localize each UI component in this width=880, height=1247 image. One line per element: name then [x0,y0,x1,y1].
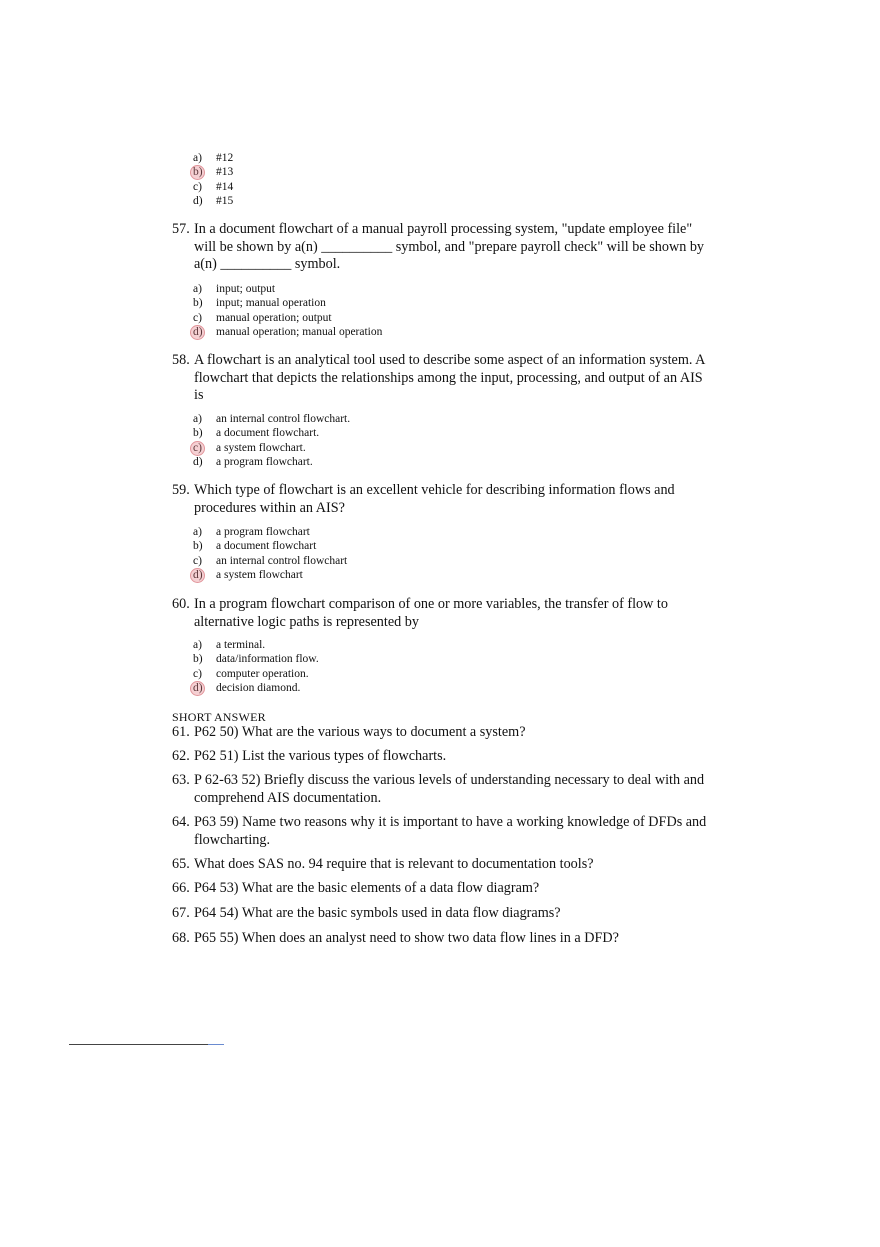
question-text: A flowchart is an analytical tool used to describe some aspect of an information system. A flowchart that depicts the relationships among the input, processing, and output of an AIS is [194,352,705,404]
question-text: In a program flowchart comparison of one or more variables, the transfer of flow to alternative logic paths is represented by [194,596,668,630]
q57-option-a [193,282,382,296]
option-text: data/information flow. [216,653,319,666]
question-text: Which type of flowchart is an excellent vehicle for describing information flows and procedures within an AIS? [194,482,675,516]
question-number: 65. [172,856,190,872]
question-number: 68. [172,930,190,946]
option-text: a program flowchart. [216,456,313,469]
option-text: manual operation; output [216,311,332,324]
q59-option-c [193,554,347,568]
q60-option-a [193,638,319,652]
q56-option-c [193,180,233,194]
option-text: computer operation. [216,667,309,680]
question-number: 60. [172,596,190,612]
q56-option-d [193,194,233,208]
q58-option-a [193,412,350,426]
option-letter: d) [193,456,203,469]
question-text: P65 55) When does an analyst need to show two data flow lines in a DFD? [194,930,619,946]
footnote-separator-tail [208,1044,224,1045]
option-text: input; manual operation [216,297,326,310]
option-letter: b) [193,297,203,310]
option-text: a system flowchart. [216,441,306,454]
option-text: an internal control flowchart [216,554,348,567]
question-text: What does SAS no. 94 require that is relevant to documentation tools? [194,856,594,872]
question-66 [172,880,712,898]
q57-option-c [193,311,382,325]
q57-option-d [193,325,382,339]
q58-options [193,412,350,470]
option-letter: d) [193,681,216,695]
question-65 [172,856,712,874]
q57-options [193,282,382,340]
q58-option-d [193,455,350,469]
question-60 [172,596,712,631]
question-text: P64 53) What are the basic elements of a data flow diagram? [194,880,540,896]
option-letter: a) [193,283,202,295]
q56-option-b [193,165,233,179]
option-letter: b) [193,427,203,440]
q58-option-b [193,426,350,440]
option-text: a terminal. [216,639,266,651]
option-text: #13 [216,166,234,179]
question-67 [172,905,712,923]
option-letter: c) [193,667,202,680]
option-letter: b) [193,653,203,666]
q59-option-a [193,525,347,539]
question-number: 58. [172,352,190,368]
question-text: P63 59) Name two reasons why it is important to have a working knowledge of DFDs and flowcharting. [194,814,707,848]
q60-option-b [193,652,319,666]
question-68 [172,930,712,948]
option-text: decision diamond. [216,682,301,695]
option-letter: c) [193,441,216,455]
q60-option-c [193,667,319,681]
option-text: a document flowchart. [216,427,320,440]
q57-option-b [193,296,382,310]
option-text: #14 [216,180,234,193]
question-57 [172,221,712,274]
option-letter: a) [193,639,202,651]
question-text: P 62-63 52) Briefly discuss the various levels of understanding necessary to deal with and comprehend AIS documentation. [194,772,705,806]
option-letter: a) [193,526,202,538]
q60-option-d [193,681,319,695]
option-letter: d) [193,195,203,208]
question-62 [172,748,712,766]
option-letter: d) [193,325,216,339]
question-61 [172,724,712,742]
q59-options [193,525,347,583]
question-number: 61. [172,724,190,740]
option-letter: c) [193,554,202,567]
footnote-separator [69,1044,224,1045]
question-number: 57. [172,221,190,237]
q56-option-a [193,151,233,165]
option-letter: c) [193,311,202,324]
q59-option-d [193,568,347,582]
question-text: In a document flowchart of a manual payroll processing system, "update employee file" will be shown by a(n) __________ symbol, and "prepare payroll check" will be shown by a(n) __________ symbol. [194,221,705,273]
option-text: a document flowchart [216,540,317,553]
option-letter: b) [193,165,216,179]
question-63 [172,772,712,807]
question-text: P64 54) What are the basic symbols used in data flow diagrams? [194,905,561,921]
question-text: P62 51) List the various types of flowcharts. [194,748,447,764]
question-number: 63. [172,772,190,788]
short-answer-heading: SHORT ANSWER [172,710,266,724]
option-letter: b) [193,540,203,553]
option-text: a system flowchart [216,569,303,582]
option-text: an internal control flowchart. [216,413,351,425]
question-number: 64. [172,814,190,830]
question-58 [172,352,712,405]
q60-options [193,638,319,696]
option-letter: d) [193,568,216,582]
option-letter: a) [193,152,202,164]
option-letter: c) [193,180,202,193]
option-text: #15 [216,195,234,208]
question-text: P62 50) What are the various ways to document a system? [194,724,526,740]
option-text: manual operation; manual operation [216,326,383,339]
option-letter: a) [193,413,202,425]
question-number: 59. [172,482,190,498]
question-59 [172,482,712,517]
option-text: #12 [216,152,234,164]
question-number: 67. [172,905,190,921]
question-64 [172,814,712,849]
option-text: a program flowchart [216,526,310,538]
q56-options [193,151,233,209]
question-number: 66. [172,880,190,896]
q59-option-b [193,539,347,553]
question-number: 62. [172,748,190,764]
q58-option-c [193,441,350,455]
option-text: input; output [216,283,276,295]
